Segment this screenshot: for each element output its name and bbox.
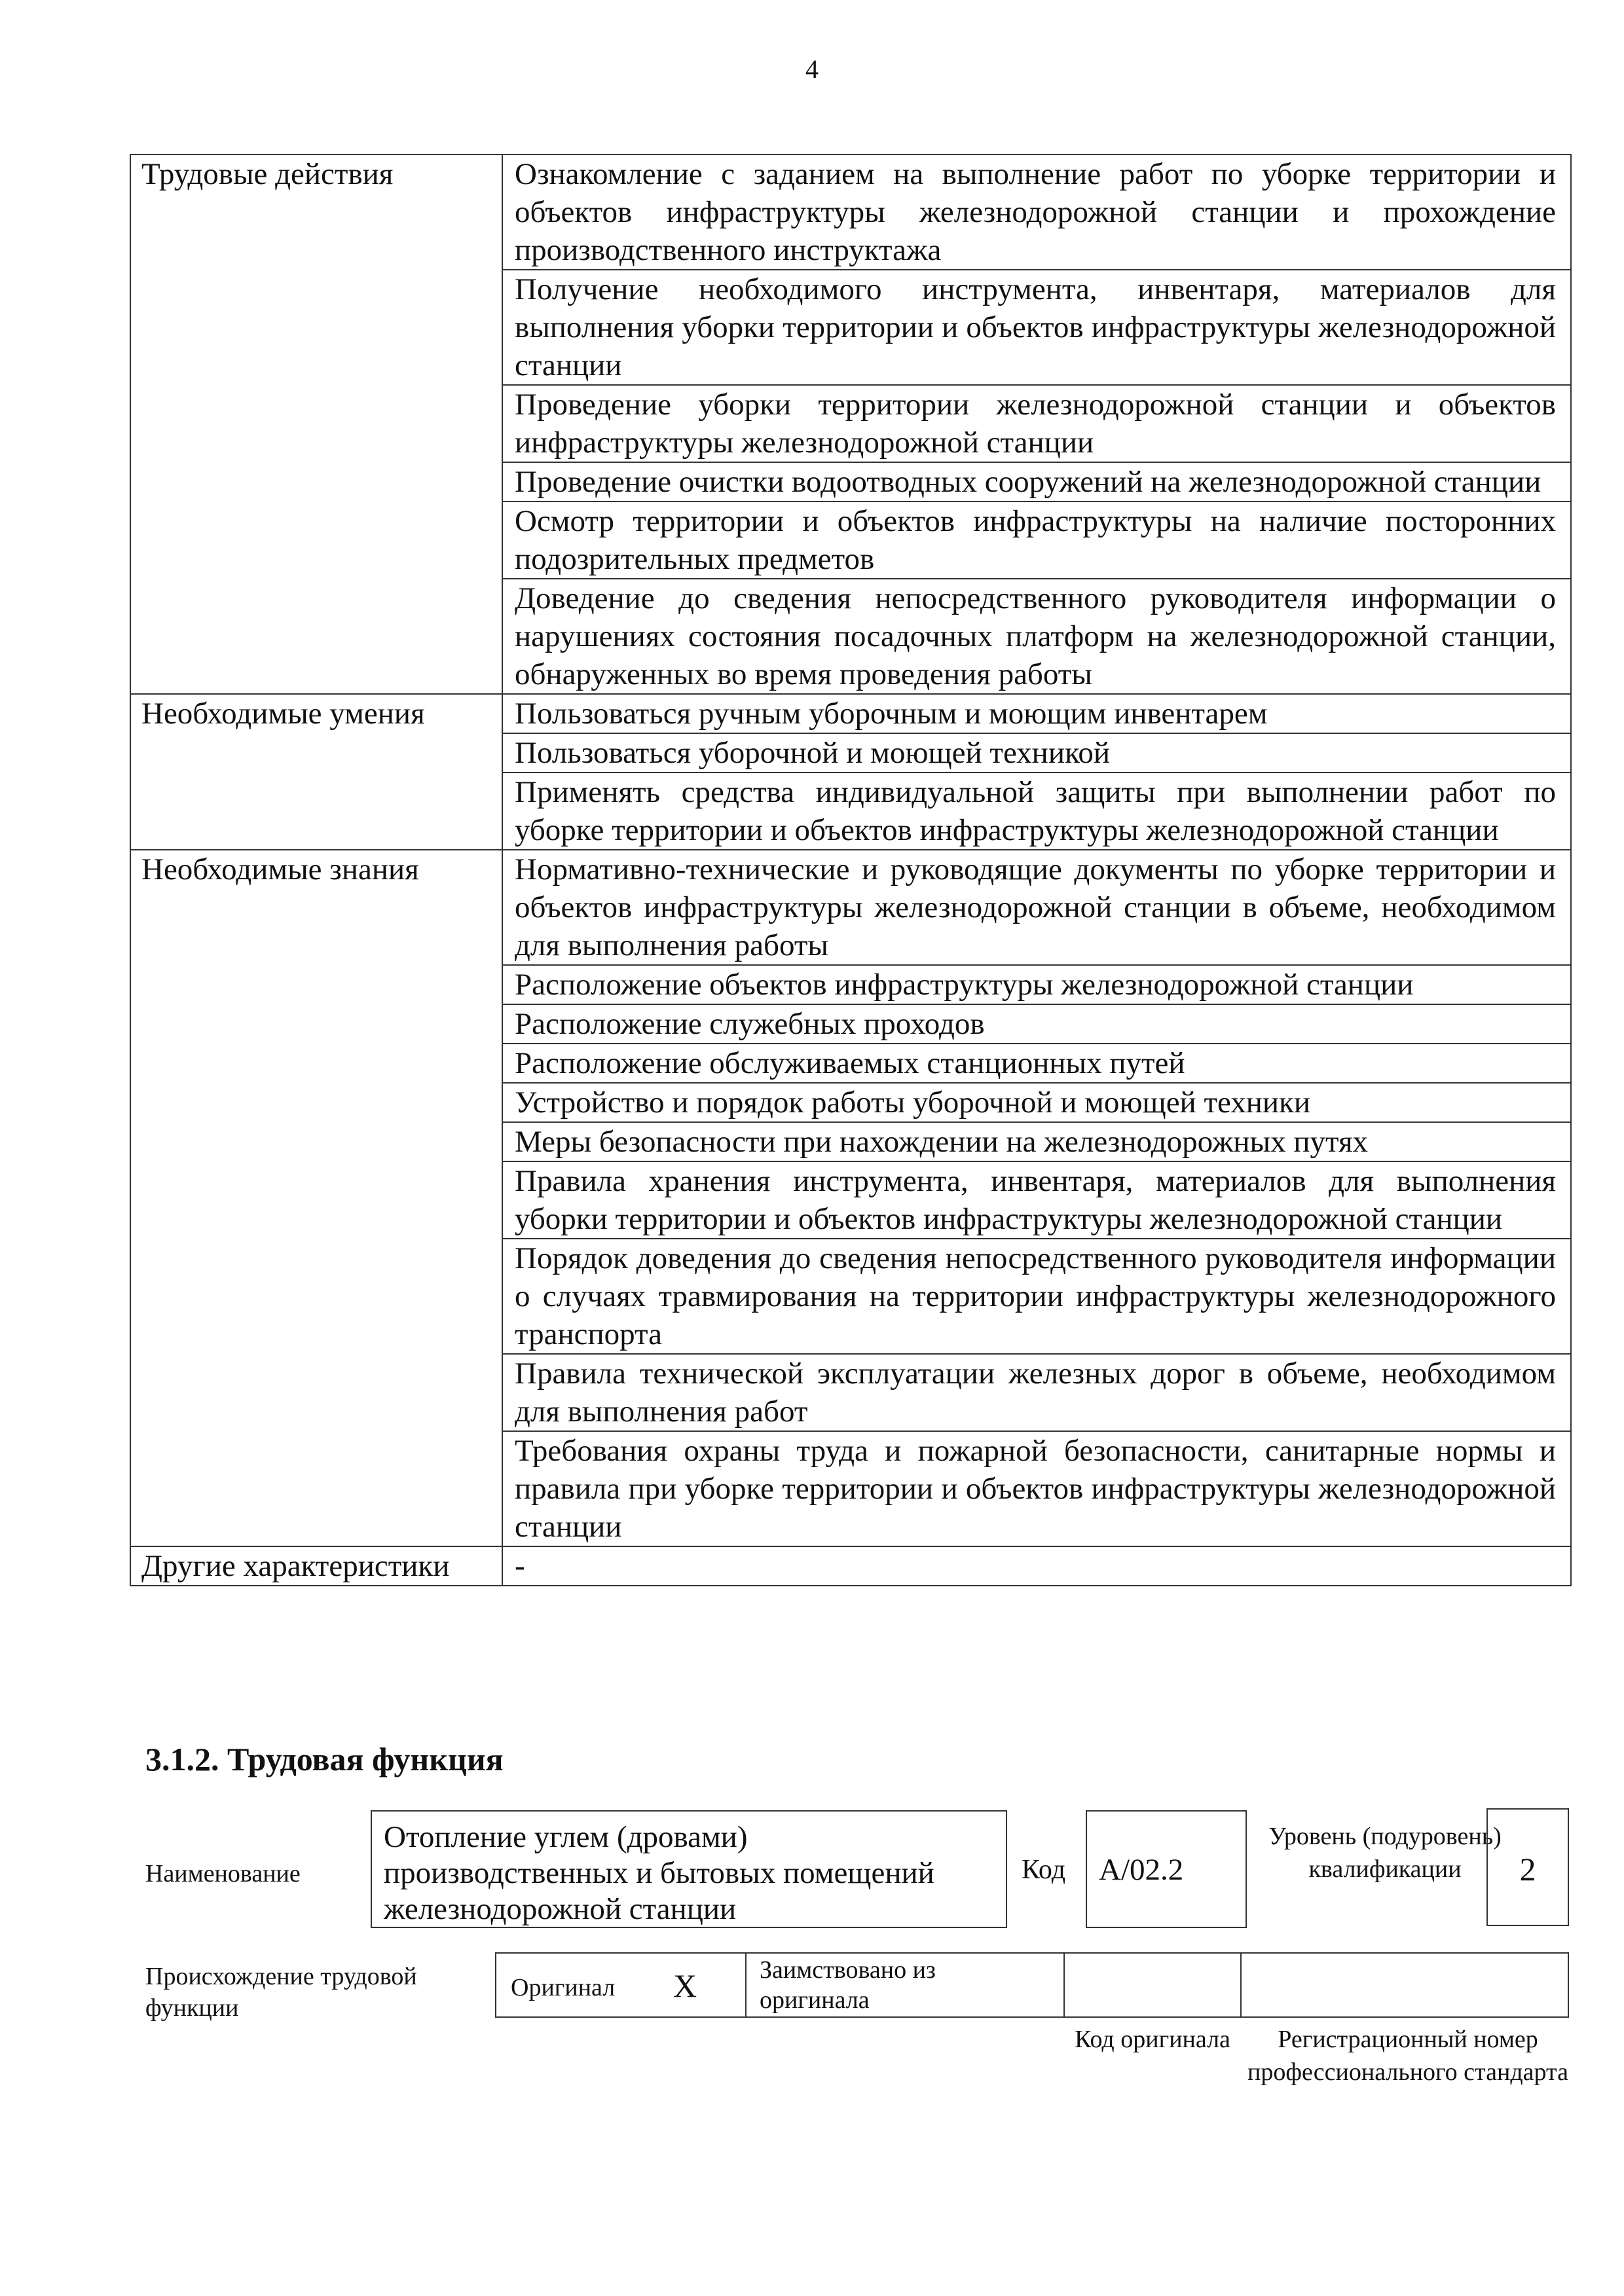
page-number: 4 xyxy=(805,54,819,84)
row-item: Расположение объектов инфраструктуры железнодорожной станции xyxy=(502,965,1571,1004)
row-item: Ознакомление с заданием на выполнение работ по уборке территории и объектов инфраструктуры железнодорожной станции и прохождение производственного инструктажа xyxy=(502,155,1571,270)
row-label: Необходимые знания xyxy=(130,850,502,1546)
reg-number-caption: Регистрационный номер профессионального стандарта xyxy=(1247,2026,1568,2086)
code-original-caption: Код оригинала xyxy=(1075,2026,1230,2053)
row-item: Пользоваться ручным уборочным и моющим инвентарем xyxy=(502,694,1571,733)
row-item: Доведение до сведения непосредственного руководителя информации о нарушениях состояния посадочных платформ на железнодорожной станции, обнаруженных во время проведения работы xyxy=(502,579,1571,694)
row-item: Получение необходимого инструмента, инвентаря, материалов для выполнения уборки территории и объектов инфраструктуры железнодорожной станции xyxy=(502,270,1571,385)
name-value-box xyxy=(371,1810,1007,1928)
row-item: Расположение обслуживаемых станционных путей xyxy=(502,1044,1571,1083)
section-title: 3.1.2. Трудовая функция xyxy=(145,1741,504,1777)
row-item: Проведение очистки водоотводных сооружений на железнодорожной станции xyxy=(502,462,1571,501)
row-item: Устройство и порядок работы уборочной и моющей техники xyxy=(502,1083,1571,1122)
table-row xyxy=(130,1546,1571,1586)
row-item: Нормативно-технические и руководящие документы по уборке территории и объектов инфраструктуры железнодорожной станции в объеме, необходимом для выполнения работы xyxy=(502,850,1571,965)
row-item: - xyxy=(502,1546,1571,1586)
original-label: Оригинал xyxy=(511,1974,616,2001)
row-item: Меры безопасности при нахождении на железнодорожных путях xyxy=(502,1122,1571,1161)
level-value-box xyxy=(1486,1808,1569,1926)
row-item: Осмотр территории и объектов инфраструктуры на наличие посторонних подозрительных предметов xyxy=(502,501,1571,579)
code-value: А/02.2 xyxy=(1099,1853,1184,1887)
row-item: Правила хранения инструмента, инвентаря, материалов для выполнения уборки территории и объектов инфраструктуры железнодорожной станции xyxy=(502,1161,1571,1239)
name-label: Наименование xyxy=(145,1860,301,1887)
origin-divider-2 xyxy=(1063,1952,1065,2018)
row-item: Расположение служебных проходов xyxy=(502,1004,1571,1044)
row-item: Правила технической эксплуатации железных дорог в объеме, необходимом для выполнения работ xyxy=(502,1354,1571,1431)
row-item: Требования охраны труда и пожарной безопасности, санитарные нормы и правила при уборке территории и объектов инфраструктуры железнодорожной станции xyxy=(502,1431,1571,1546)
row-label: Необходимые умения xyxy=(130,694,502,850)
row-item: Проведение уборки территории железнодорожной станции и объектов инфраструктуры железнодорожной станции xyxy=(502,385,1571,462)
level-value: 2 xyxy=(1519,1851,1536,1887)
code-label: Код xyxy=(1022,1855,1066,1885)
work-function-table xyxy=(130,154,1572,1586)
row-label: Другие характеристики xyxy=(130,1546,502,1586)
original-mark: X xyxy=(673,1967,697,2004)
table-row xyxy=(130,694,1571,733)
name-value: Отопление углем (дровами) производственных и бытовых помещений железнодорожной станции xyxy=(384,1820,934,1926)
origin-label: Происхождение трудовой функции xyxy=(145,1963,417,2022)
row-label: Трудовые действия xyxy=(130,155,502,694)
level-label: Уровень (подуровень) квалификации xyxy=(1268,1823,1502,1883)
row-item: Порядок доведения до сведения непосредственного руководителя информации о случаях травмирования на территории инфраструктуры железнодорожного транспорта xyxy=(502,1239,1571,1354)
origin-divider-1 xyxy=(745,1952,747,2018)
origin-divider-3 xyxy=(1240,1952,1242,2018)
code-value-box xyxy=(1086,1810,1247,1928)
table-row xyxy=(130,155,1571,270)
row-item: Пользоваться уборочной и моющей техникой xyxy=(502,733,1571,773)
row-item: Применять средства индивидуальной защиты при выполнении работ по уборке территории и объектов инфраструктуры железнодорожной станции xyxy=(502,773,1571,850)
borrowed-label: Заимствовано из оригинала xyxy=(760,1956,936,2014)
table-row xyxy=(130,850,1571,965)
